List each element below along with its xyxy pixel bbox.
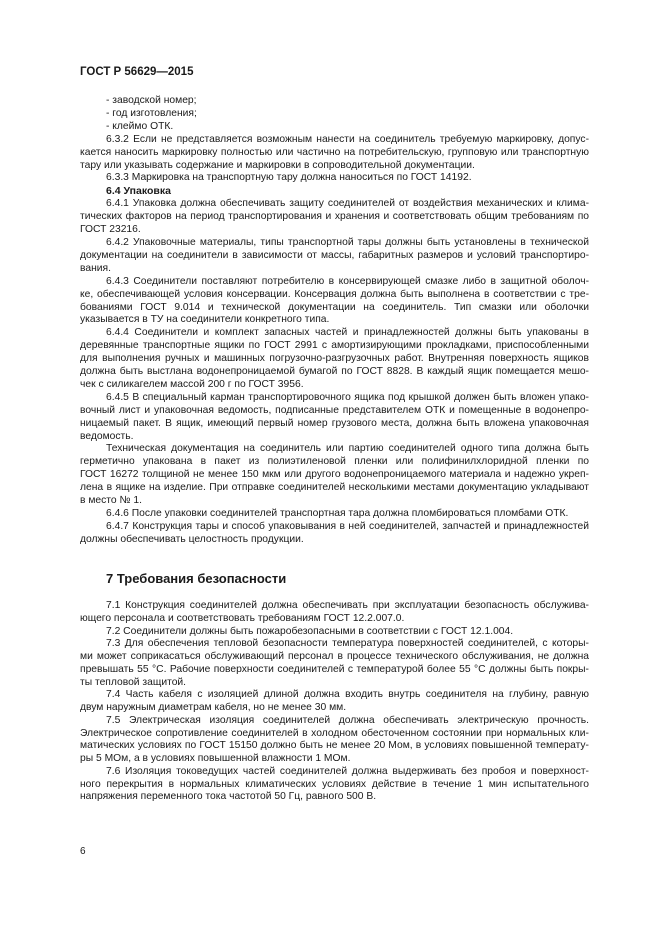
text-line: для выполнения ручных и машинных погрузочно-разгрузочных работ. Внутренняя поверхность ящиков bbox=[80, 353, 589, 365]
text-line: Электрическое сопротивление соединителей в холодном обесточенном состоянии при нормальных кли- bbox=[80, 727, 589, 739]
text-line: ного перекрытия в нормальных климатических условиях действие в течение 1 мин испытательного bbox=[80, 778, 589, 790]
paragraph bbox=[80, 172, 589, 185]
section-6-body bbox=[80, 95, 589, 547]
text-line: вания. bbox=[80, 262, 111, 274]
text-line: - год изготовления; bbox=[106, 107, 197, 119]
text-line: тических факторов на период транспортирования и хранения и соответствовать общим требованиям по bbox=[80, 211, 589, 223]
text-line: кается наносить маркировку полностью или частично на потребительскую, групповую или транспортную bbox=[80, 146, 589, 158]
text-line: деревянные транспортные ящики по ГОСТ 2991 с амортизирующими прокладками, приспособленными bbox=[80, 340, 589, 352]
paragraph bbox=[80, 638, 589, 689]
text-line: - заводской номер; bbox=[106, 95, 197, 106]
page-number: 6 bbox=[80, 846, 86, 857]
text-line: указывается в ТУ на соединители конкретного типа. bbox=[80, 314, 330, 326]
text-line: 6.3.2 Если не представляется возможным нанести на соединитель требуемую маркировку, допус- bbox=[106, 133, 589, 145]
text-line: 7.5 Электрическая изоляция соединителей должна обеспечивать электрическую прочность. bbox=[106, 714, 589, 726]
text-line: ты тепловой защитой. bbox=[80, 676, 187, 688]
paragraph bbox=[80, 392, 589, 444]
text-line: 6.4 Упаковка bbox=[106, 185, 171, 198]
text-line: 6.4.2 Упаковочные материалы, типы транспортной тары должны быть установлены в технической bbox=[106, 236, 589, 248]
text-line: 6.4.7 Конструкция тары и способ упаковывания в ней соединителей, запчастей и принадлежностей bbox=[106, 520, 589, 532]
text-line: документации на соединители в зависимости от массы, габаритных размеров и условий транспортиро- bbox=[80, 249, 589, 261]
text-line: лена в ящике на изделие. При отправке соединителей несколькими местами документацию укладывают bbox=[80, 482, 589, 494]
text-line: ГОСТ 16272 толщиной не менее 150 мкм или другого водонепроницаемого материала и надежно укреп- bbox=[80, 469, 589, 481]
text-line: бованиями ГОСТ 9.014 и технической документации на соединитель. Тип смазки или оболочки bbox=[80, 301, 589, 313]
text-line: герметично упакована в пакет из полиэтиленовой пленки или полифинилхлоридной пленки по bbox=[80, 456, 589, 468]
subsection-heading bbox=[80, 185, 589, 198]
text-line: 6.3.3 Маркировка на транспортную тару должна наноситься по ГОСТ 14192. bbox=[106, 172, 472, 184]
text-line: должны обеспечивать целостность продукции. bbox=[80, 533, 304, 545]
paragraph bbox=[80, 327, 589, 392]
text-line: 6.4.5 В специальный карман транспортировочного ящика под крышкой должен быть вложен упако- bbox=[106, 391, 589, 403]
text-line: матических условиях по ГОСТ 15150 должно быть не менее 20 Мом, в условиях повышенной температу- bbox=[80, 740, 589, 752]
text-line: в место № 1. bbox=[80, 495, 142, 507]
text-line: чек с силикагелем массой 200 г по ГОСТ 3956. bbox=[80, 378, 304, 390]
section-7-body bbox=[80, 600, 589, 804]
text-line: 7.3 Для обеспечения тепловой безопасности температура поверхностей соединителей, с которы- bbox=[106, 638, 589, 650]
text-line: тару или указывать содержание и маркировки в сопроводительной документации. bbox=[80, 159, 475, 171]
text-line: ГОСТ 23216. bbox=[80, 224, 141, 236]
text-line: ющего персонала и соответствовать требованиям ГОСТ 12.2.007.0. bbox=[80, 612, 405, 624]
paragraph bbox=[80, 198, 589, 237]
paragraph bbox=[80, 626, 589, 639]
text-line: 6.4.3 Соединители поставляют потребителю в консервирующей смазке либо в защитной оболоч- bbox=[106, 275, 589, 287]
text-line: двум наружным диаметрам кабеля, но не менее 30 мм. bbox=[80, 702, 347, 713]
list-item bbox=[80, 108, 589, 121]
paragraph bbox=[80, 521, 589, 547]
text-line: должна быть выстлана водонепроницаемой бумагой по ГОСТ 8828. В каждый ящик помещается мешо- bbox=[80, 366, 589, 378]
paragraph bbox=[80, 715, 589, 766]
text-line: ми может соприкасаться обслуживающий персонал в процессе технического обслуживания, не должна bbox=[80, 651, 589, 662]
text-line: 7.1 Конструкция соединителей должна обеспечивать при эксплуатации безопасность обслужива- bbox=[106, 600, 589, 611]
text-line: вочный лист и упаковочная ведомость, подписанные представителем ОТК и помещенные в водонепро- bbox=[80, 404, 589, 416]
text-line: - клеймо ОТК. bbox=[106, 120, 174, 132]
text-line: 6.4.4 Соединители и комплект запасных частей и принадлежностей должны быть упакованы в bbox=[106, 327, 589, 339]
text-line: ницаемый пакет. В ящик, имеющий первый номер грузового места, должна быть вложена упаковочная bbox=[80, 417, 589, 429]
text-line: превышать 55 °С. Рабочие поверхности соединителей с температурой более 55 °С должны быть покры- bbox=[80, 663, 589, 675]
text-line: ры 5 МОм, а в условиях повышенной влажности 1 МОм. bbox=[80, 753, 351, 764]
paragraph bbox=[80, 276, 589, 328]
section-7-title: 7 Требования безопасности bbox=[106, 571, 287, 586]
text-line: 6.4.1 Упаковка должна обеспечивать защиту соединителей от воздействия механических и клима- bbox=[106, 198, 589, 210]
paragraph bbox=[80, 134, 589, 173]
text-line: 7.4 Часть кабеля с изоляцией длиной должна входить внутрь соединителя на глубину, равную bbox=[106, 689, 589, 701]
list-item bbox=[80, 95, 589, 108]
paragraph bbox=[80, 766, 589, 804]
text-line: 7.6 Изоляция токоведущих частей соединителей должна выдерживать без пробоя и поверхност- bbox=[106, 765, 589, 777]
paragraph bbox=[80, 600, 589, 626]
text-line: 6.4.6 После упаковки соединителей транспортная тара должна пломбироваться пломбами ОТК. bbox=[106, 508, 569, 519]
list-item bbox=[80, 121, 589, 134]
text-line: 7.2 Соединители должны быть пожаробезопасными в соответствии с ГОСТ 12.1.004. bbox=[106, 625, 514, 637]
paragraph bbox=[80, 237, 589, 276]
text-line: ке, обеспечивающей условия консервации. Консервация должна быть выполнена в соответствии с тре- bbox=[80, 288, 589, 300]
document-header: ГОСТ Р 56629—2015 bbox=[80, 66, 194, 78]
paragraph bbox=[80, 689, 589, 715]
text-line: напряжения переменного тока частотой 50 Гц, равного 500 В. bbox=[80, 791, 377, 803]
paragraph bbox=[80, 443, 589, 508]
text-line: Техническая документация на соединитель или партию соединителей одного типа должна быть bbox=[106, 443, 589, 455]
text-line: ведомость. bbox=[80, 430, 134, 442]
paragraph bbox=[80, 508, 589, 521]
